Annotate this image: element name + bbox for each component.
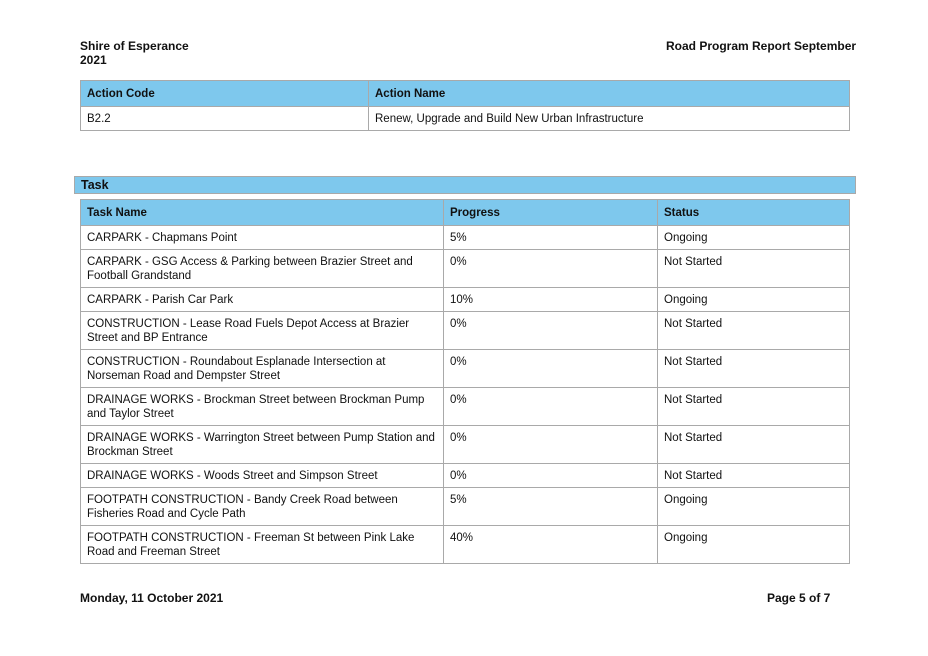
table-row (81, 288, 850, 312)
table-row (81, 107, 850, 131)
action-code-cell: B2.2 (81, 107, 369, 131)
task-table-header (81, 200, 850, 226)
column-header-action-name: Action Name (369, 81, 850, 107)
task-progress-cell: 5% (444, 226, 658, 250)
column-header-status: Status (658, 200, 850, 226)
task-status-cell: Not Started (658, 426, 850, 464)
task-name-cell: CARPARK - Chapmans Point (81, 226, 444, 250)
task-status-cell: Not Started (658, 312, 850, 350)
task-status-cell: Ongoing (658, 226, 850, 250)
table-row (81, 250, 850, 288)
task-status-cell: Not Started (658, 388, 850, 426)
table-row (81, 464, 850, 488)
table-row (81, 350, 850, 388)
task-name-cell: DRAINAGE WORKS - Brockman Street between Brockman Pump and Taylor Street (81, 388, 444, 426)
task-progress-cell: 0% (444, 426, 658, 464)
table-row (81, 226, 850, 250)
task-progress-cell: 0% (444, 388, 658, 426)
task-progress-cell: 0% (444, 312, 658, 350)
table-row (81, 426, 850, 464)
task-progress-cell: 5% (444, 488, 658, 526)
task-status-cell: Ongoing (658, 526, 850, 564)
footer-page-number: Page 5 of 7 (767, 591, 831, 605)
page-header-org (80, 39, 189, 67)
column-header-task-name: Task Name (81, 200, 444, 226)
report-year: 2021 (80, 53, 107, 67)
task-progress-cell: 40% (444, 526, 658, 564)
footer-date: Monday, 11 October 2021 (80, 591, 224, 605)
task-name-cell: DRAINAGE WORKS - Warrington Street between Pump Station and Brockman Street (81, 426, 444, 464)
table-row (81, 312, 850, 350)
task-name-cell: DRAINAGE WORKS - Woods Street and Simpson Street (81, 464, 444, 488)
task-status-cell: Not Started (658, 250, 850, 288)
action-name-cell: Renew, Upgrade and Build New Urban Infrastructure (369, 107, 850, 131)
task-status-cell: Ongoing (658, 288, 850, 312)
action-table (80, 80, 850, 131)
task-name-cell: CARPARK - Parish Car Park (81, 288, 444, 312)
task-name-cell: CONSTRUCTION - Lease Road Fuels Depot Access at Brazier Street and BP Entrance (81, 312, 444, 350)
task-status-cell: Not Started (658, 464, 850, 488)
table-row (81, 526, 850, 564)
org-name: Shire of Esperance (80, 39, 189, 53)
task-progress-cell: 10% (444, 288, 658, 312)
column-header-action-code: Action Code (81, 81, 369, 107)
table-row (81, 488, 850, 526)
task-progress-cell: 0% (444, 350, 658, 388)
table-row (81, 388, 850, 426)
task-progress-cell: 0% (444, 250, 658, 288)
task-name-cell: CONSTRUCTION - Roundabout Esplanade Intersection at Norseman Road and Dempster Street (81, 350, 444, 388)
report-title: Road Program Report September (666, 39, 857, 53)
action-table-header (81, 81, 850, 107)
task-name-cell: FOOTPATH CONSTRUCTION - Bandy Creek Road between Fisheries Road and Cycle Path (81, 488, 444, 526)
task-status-cell: Not Started (658, 350, 850, 388)
task-section-title: Task (74, 176, 856, 194)
task-table (80, 199, 850, 564)
task-status-cell: Ongoing (658, 488, 850, 526)
task-progress-cell: 0% (444, 464, 658, 488)
task-name-cell: FOOTPATH CONSTRUCTION - Freeman St between Pink Lake Road and Freeman Street (81, 526, 444, 564)
column-header-progress: Progress (444, 200, 658, 226)
task-name-cell: CARPARK - GSG Access & Parking between Brazier Street and Football Grandstand (81, 250, 444, 288)
